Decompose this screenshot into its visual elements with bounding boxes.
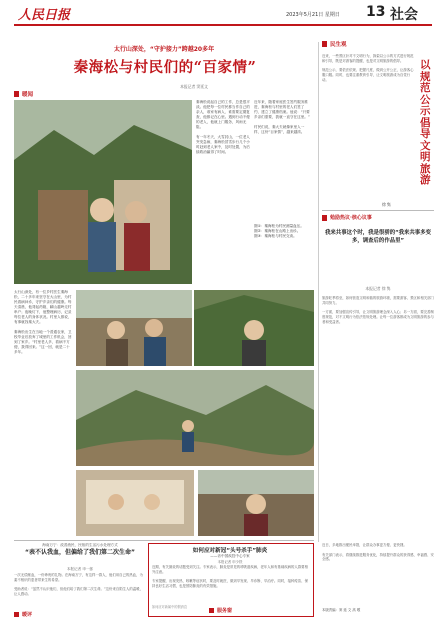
bottom-middle-article	[148, 543, 314, 617]
right-body: 近来，一些景区针对不文明行为，探索以公示的方式进行规范和引导，既是对游客的提醒，也是对文明旅游的倡导。 规范公示，要依法依规、把握尺度，做到公开公正，让游客心服口服。同时，也要注重教育引导，让文明旅游成为自觉行动。	[322, 54, 414, 82]
tourism-body: 旅游旺季将至，如何营造文明和谐的旅游环境，需要游客、景区和相关部门共同努力。 一方面，要加强宣传引导，让文明旅游理念深入人心；另一方面，要完善制度规范，对不文明行为依法依规处理。让每一位游客都成为文明旅游的参与者和受益者。	[322, 296, 434, 324]
label-marker	[14, 91, 19, 97]
photo-secondary-5	[198, 470, 314, 536]
photo-secondary-1-illustration	[76, 290, 192, 366]
bottom-middle-byline: 本报记者 申少铁	[217, 560, 243, 564]
article-headline: 秦海松与村民们的“百家情”	[73, 59, 257, 76]
article-body-mid: 秦海松说起自己的工作，总是很平淡。他把每一位村民都当作自己的亲人，谁家有病人、谁需要定期复查，他都记在心里。遇到行动不便的老人，他就上门服务，风雨无阻。 有一年冬天，大雪封山，一位老人突发急病，秦海松冒雪步行几个小时赶到老人家中，及时处置，为后续救治赢得了时间。	[196, 100, 250, 154]
bottom-left-byline: 本报记者 申一郎	[66, 567, 94, 571]
bottom-left-article	[14, 543, 146, 619]
article-body-right: 近年来，随着家庭医生签约服务推进，秦海松与村里的老人们签了约，建立了健康档案。他说：“只要乡亲们需要，我就一直守在这里。” 村民们说，秦大夫就像家里人一样，这份“百家情”，越来越浓。	[254, 100, 310, 134]
photo-secondary-4-illustration	[76, 470, 194, 536]
bottom-divider	[14, 540, 314, 541]
page-number: 13	[366, 4, 386, 20]
bottom-left-label-text: 暖评	[22, 612, 33, 618]
bottom-middle-headline: 如何应对新冠“头号杀手”肺炎	[192, 548, 268, 554]
tourism-byline: 本报记者 徐 隽	[365, 286, 391, 291]
photo-caption: 图①：秦海松为村民测量血压。 图②：秦海松在山路上出诊。 图③：秦海松与村民交谈。	[254, 224, 304, 238]
article-kicker: 太行山深处，“守护接力”跨越20多年	[113, 46, 215, 53]
photo-secondary-5-illustration	[198, 470, 314, 536]
page-credits: 本版责编：窦 延 文 高 敬	[322, 608, 361, 612]
photo-secondary-2	[194, 290, 314, 366]
article-body-left: 太行山深处，有一位乡村医生秦海松，二十多年来坚守在大山里，为村民看病问诊，守护乡亲们的健康。每天清晨，他背起药箱，翻山越岭走村串户；夜晚灯下，他整理病历，记录每位老人的身体状况。村里人都说，有事就找秦大夫。 秦海松出生在当地一个普通农家，卫校毕业后放弃了城里的工作机会，回到了家乡。“村里老人多，看病不方便，我得回来。”这一回，就是二十多年。	[14, 290, 72, 354]
label-text: 暖闻	[22, 92, 34, 98]
bottom-left-body: 一次无偿献血，一份珍贵的礼物。在海南万宁，有这样一群人，他们用自己的热血，为素不相识的患者带来生的希望。 受助者说：“虽然不认识他们，但他们给了我们第二次生命。”这份来自陌生人的温暖，让人感动。	[14, 573, 143, 597]
bottom-middle-kicker: 如何应对新闻中的假消息	[152, 605, 188, 609]
top-article	[14, 28, 314, 538]
right-headline: 以规范公示倡导文明旅游	[420, 59, 431, 186]
bottom-right-article	[322, 543, 434, 617]
tourism-title: 我来共事这个时，我是很骄的“我来共事多变多，调查后的作品里”	[325, 230, 431, 244]
article-byline: 本报记者 窦延文	[180, 84, 208, 89]
bottom-middle-label-marker	[209, 608, 214, 613]
tourism-label-text: 勉励热议·核心议事	[330, 215, 372, 221]
masthead-divider	[14, 24, 432, 26]
bottom-middle-body: 近期，有关肺炎的话题受到关注。专家表示，肺炎是常见的呼吸道疾病，老年人和有基础疾病的人群要格外注意。 专家提醒，出现发热、咳嗽等症状时，要及时就医，做到早发现、早诊断、早治疗。同时，接种疫苗、保持良好生活习惯，也是预防肺炎的有效措施。	[152, 565, 308, 589]
main-photo-illustration	[14, 100, 192, 284]
right-label-marker	[322, 41, 327, 47]
bottom-middle-label-text: 服务窗	[217, 608, 233, 614]
photo-secondary-2-illustration	[194, 290, 314, 366]
photo-secondary-1	[76, 290, 192, 366]
section-separator	[322, 210, 434, 211]
tourism-label-marker	[322, 215, 327, 221]
photo-secondary-4	[76, 470, 194, 536]
masthead	[0, 0, 444, 28]
bottom-left-label-marker	[14, 612, 19, 617]
bottom-left-kicker: 海南万宁：改善渔民、民宿的生活污水处理方式	[42, 543, 118, 547]
photo-secondary-3-illustration	[76, 370, 314, 466]
photo-secondary-3	[76, 370, 314, 466]
bottom-right-body: 近日，多地推出便民举措，让群众办事更方便、更快捷。 有关部门表示，将继续推进服务优化，持续提升群众的获得感、幸福感、安全感。	[322, 543, 434, 562]
right-column	[322, 40, 434, 540]
bottom-middle-subtitle: ——访中国疾控中心专家	[210, 554, 250, 558]
right-label-text: 民生观	[330, 42, 347, 48]
masthead-logo: 人民日报	[18, 8, 71, 23]
section-title: 社会	[390, 7, 418, 23]
right-sign: 徐 隽	[382, 202, 391, 207]
column-divider	[318, 42, 319, 542]
bottom-left-headline: “表不认我血，但偏给了我们第二次生命”	[25, 549, 135, 556]
masthead-date: 2023年5月21日 星期日	[286, 12, 340, 18]
main-photo	[14, 100, 192, 284]
